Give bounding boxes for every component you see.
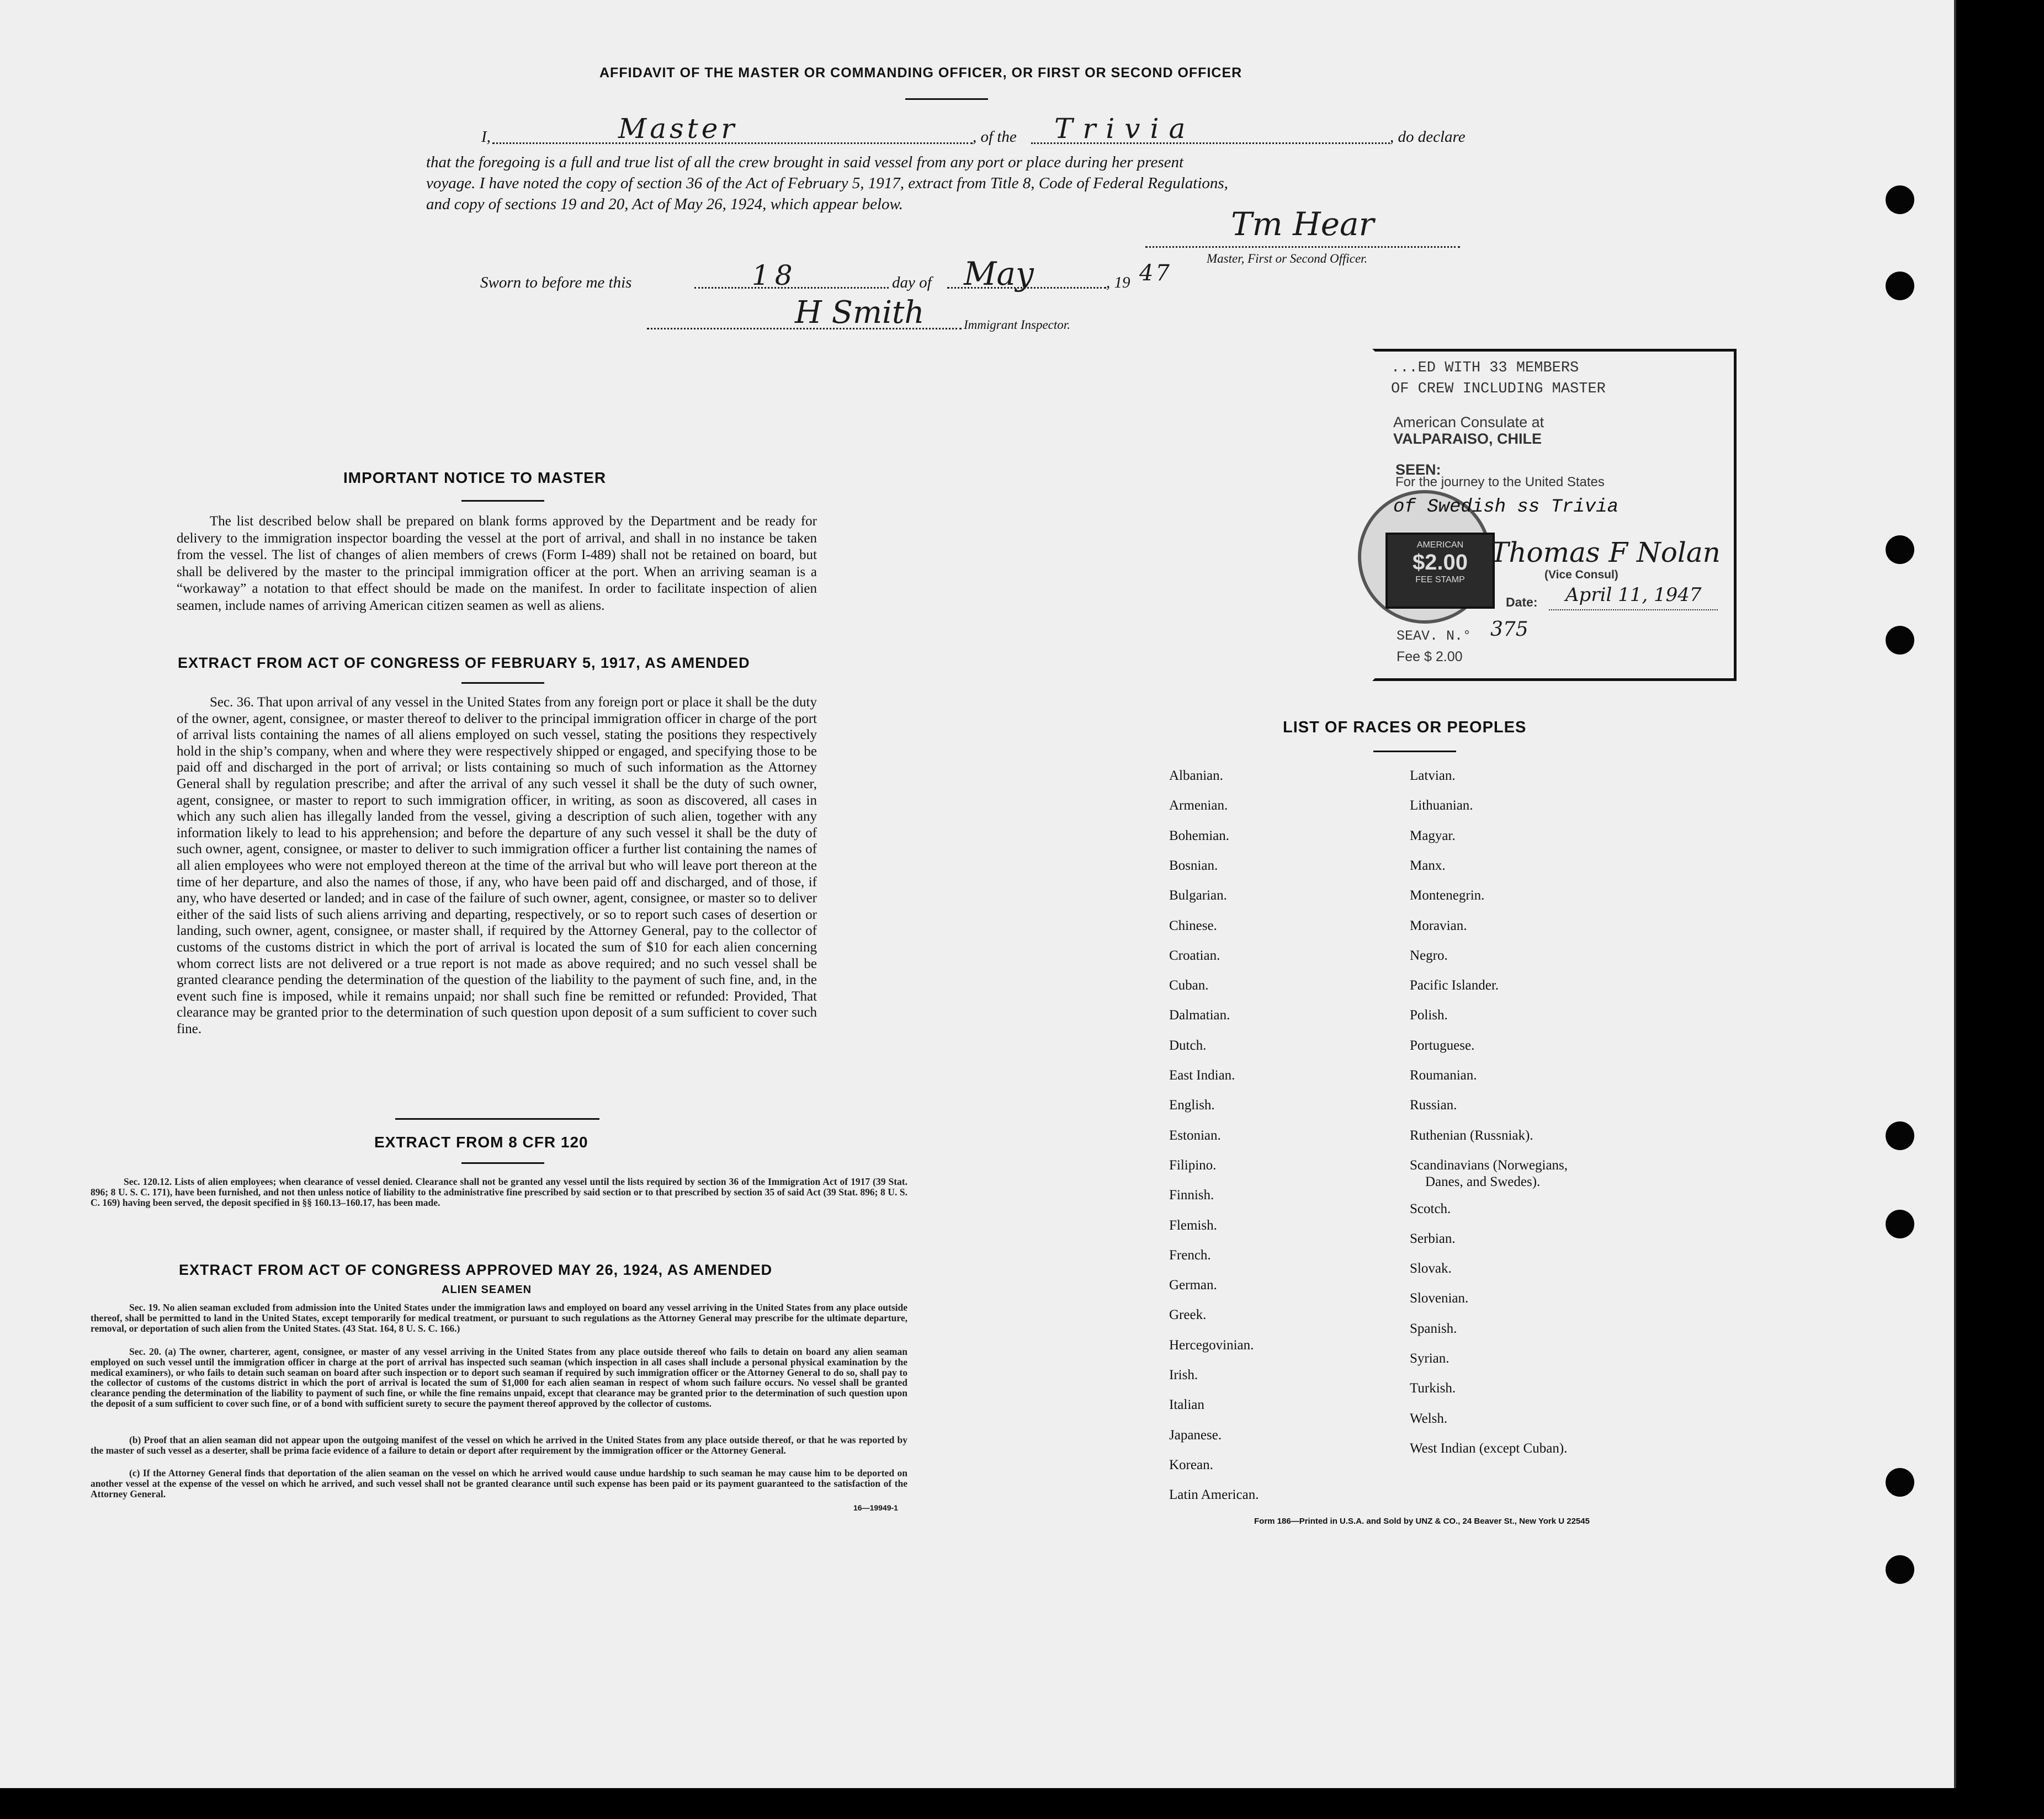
race-item: Welsh.	[1410, 1411, 1448, 1426]
binder-hole	[1886, 272, 1914, 300]
inspector-line	[647, 328, 962, 329]
stamp-line-5: SEEN:	[1395, 461, 1441, 478]
race-item: Albanian.	[1169, 768, 1223, 783]
revenue-stamp-text: AMERICAN	[1416, 540, 1464, 550]
race-item: Polish.	[1410, 1008, 1448, 1023]
extract-1924-title: EXTRACT FROM ACT OF CONGRESS APPROVED MAY 26, 1924, AS AMENDED	[179, 1262, 773, 1278]
race-item: Bohemian.	[1169, 828, 1230, 843]
sworn-month-handwritten: May	[964, 255, 1034, 292]
notice-body: The list described below shall be prepared on blank forms approved by the Department and be ready for delivery to the immigration inspector boarding the vessel at the port of arrival, and shall in no instance be taken from the vessel. The list of changes of alien members of crews (Form I-489) shall not be retained on board, but shall be delivered by the master to the principal immigration officer at the port. When an arriving seaman is a “workaway” a notation to that effect should be made on the manifest. In order to facilitate inspection of alien seamen, include names of arriving American citizen seamen as well as aliens.	[177, 514, 817, 613]
extract-1924-sec20c: (c) If the Attorney General finds that deportation of the alien seaman on the vessel on which he arrived would cause undue hardship to such seaman he may cause him to be deported on another vessel at the expense of the vessel on which he arrived, and such vessel shall not be granted clearance until such expense has been paid or its payment guaranteed to the satisfaction of the Attorney General.	[91, 1467, 907, 1499]
notice-title: IMPORTANT NOTICE TO MASTER	[343, 469, 607, 486]
race-item: English.	[1169, 1098, 1215, 1113]
race-item: West Indian (except Cuban).	[1410, 1440, 1568, 1456]
notice-divider	[461, 500, 544, 502]
race-item: East Indian.	[1169, 1068, 1235, 1083]
extract-1924-form-number: 16—19949-1	[853, 1503, 898, 1512]
stamp-line-7: of Swedish ss Trivia	[1393, 497, 1619, 518]
sworn-year-handwritten: 47	[1139, 260, 1172, 286]
race-item: Turkish.	[1410, 1381, 1456, 1396]
declare-mid: , of the	[973, 128, 1017, 146]
race-item: Greek.	[1169, 1307, 1207, 1323]
race-item: Roumanian.	[1410, 1068, 1477, 1083]
race-item: Moravian.	[1410, 918, 1467, 933]
affidavit-title: AFFIDAVIT OF THE MASTER OR COMMANDING OFFICER, OR FIRST OR SECOND OFFICER	[599, 65, 1243, 81]
race-item: Slovak.	[1410, 1261, 1452, 1277]
race-item: Dalmatian.	[1169, 1008, 1230, 1023]
binder-hole	[1886, 1121, 1914, 1150]
master-name-handwritten: Master	[618, 113, 738, 145]
race-item: Irish.	[1169, 1368, 1198, 1382]
binder-hole	[1886, 1468, 1914, 1497]
stamp-seav-value: 375	[1490, 618, 1528, 641]
races-divider	[1373, 751, 1456, 752]
race-item: French.	[1169, 1247, 1211, 1263]
extract-1924-subtitle: ALIEN SEAMEN	[442, 1284, 532, 1296]
race-item: Montenegrin.	[1410, 888, 1485, 903]
title-divider	[905, 98, 988, 100]
affidavit-text-3: voyage. I have noted the copy of section 36 of the Act of February 5, 1917, extract from Title 8, Code of Federal Regulations,	[426, 174, 1228, 192]
stamp-seav-label: SEAV. N.°	[1397, 628, 1472, 644]
inspector-signature: H Smith	[795, 295, 925, 331]
affidavit-text-2: that the foregoing is a full and true list of all the crew brought in said vessel from any port or place during her present	[426, 153, 1184, 171]
stamp-date-line	[1549, 609, 1718, 610]
sworn-prefix: Sworn to before me this	[480, 274, 632, 291]
revenue-stamp-value: $2.00	[1412, 550, 1468, 575]
binder-hole	[1886, 185, 1914, 214]
vice-consul-signature: Thomas F Nolan	[1490, 536, 1721, 568]
revenue-stamp-bottom: FEE STAMP	[1415, 575, 1465, 584]
revenue-stamp	[1385, 533, 1495, 609]
declare-suffix: , do declare	[1390, 128, 1466, 146]
extract-1924-sec20a: Sec. 20. (a) The owner, charterer, agent, consignee, or master of any vessel arriving in the United States from any place outside thereof who fails to detain on board any alien seaman employed on such vessel until the immigration officer in charge at the port of arrival has inspected such seaman (which inspection in all cases shall include a personal physical examination by the medical examiners), or who fails to detain such seaman on board after such inspection or to deport such seaman if required by such immigration officer or the Attorney General to do so, shall pay to the collector of customs of the customs district in which the port of arrival is located the sum of $1,000 for each alien seaman in respect of whom such failure occurs. No vessel shall be granted clearance pending the determination of the liability to payment of such fine, or while the fine remains unpaid, except that clearance may be granted prior to the determination of such question upon the deposit of a sum sufficient to cover such fine, or of a bond with sufficient surety to secure the payment thereof approved by the collector of customs.	[91, 1346, 907, 1409]
sworn-day-handwritten: 18	[752, 259, 798, 291]
race-item: Japanese.	[1169, 1427, 1222, 1443]
form-footer: Form 186—Printed in U.S.A. and Sold by UNZ & CO., 24 Beaver St., New York U 22545	[1254, 1517, 1590, 1526]
race-item: Flemish.	[1169, 1217, 1217, 1233]
race-item: Ruthenian (Russniak).	[1410, 1127, 1533, 1143]
race-item: Slovenian.	[1410, 1291, 1469, 1306]
sworn-mid: day of	[892, 274, 932, 291]
extract-1924-sec20b: (b) Proof that an alien seaman did not appear upon the outgoing manifest of the vessel on which he arrived in the United States from any place outside thereof, or that he was reported by the master of such vessel as a deserter, shall be prima facie evidence of a failure to detain or deport after requirement by the immigration officer or the Attorney General.	[91, 1434, 907, 1456]
binder-hole	[1886, 535, 1914, 564]
sworn-year-prefix: , 19	[1106, 274, 1130, 291]
race-item: Russian.	[1410, 1098, 1457, 1113]
race-item: Magyar.	[1410, 828, 1456, 843]
vessel-name-handwritten: Trivia	[1054, 113, 1196, 145]
race-item: Bulgarian.	[1169, 888, 1227, 903]
race-item: Spanish.	[1410, 1321, 1457, 1336]
races-title: LIST OF RACES OR PEOPLES	[1283, 719, 1527, 736]
race-item: Bosnian.	[1169, 858, 1218, 873]
stamp-line-3: American Consulate at	[1393, 414, 1544, 430]
race-item: Manx.	[1410, 858, 1446, 873]
race-item: Latin American.	[1169, 1487, 1259, 1503]
stamp-line-1: ...ED WITH 33 MEMBERS	[1391, 360, 1579, 376]
declare-prefix: I,	[481, 128, 491, 146]
race-item: Cuban.	[1169, 978, 1209, 993]
race-item: Armenian.	[1169, 798, 1228, 813]
extract-1924-sec19: Sec. 19. No alien seaman excluded from admission into the United States under the immigration laws and employed on board any vessel arriving in the United States from any place outside thereof, shall be permitted to land in the United States, except temporarily for medical treatment, or pursuant to such regulations as the Attorney General may prescribe for the ultimate departure, removal, or deportation of such alien from the United States. (43 Stat. 164, 8 U. S. C. 166.)	[91, 1302, 907, 1334]
race-item: Portuguese.	[1410, 1038, 1475, 1053]
race-item: Estonian.	[1169, 1127, 1221, 1143]
race-item: Scandinavians (Norwegians,	[1410, 1157, 1568, 1173]
race-item: Croatian.	[1169, 948, 1220, 963]
race-item: Scotch.	[1410, 1201, 1451, 1216]
race-item: Korean.	[1169, 1457, 1213, 1472]
cfr-divider-top	[395, 1118, 599, 1120]
race-item: Latvian.	[1410, 768, 1456, 783]
race-item: Chinese.	[1169, 918, 1217, 933]
race-item: Pacific Islander.	[1410, 978, 1499, 993]
extract-1917-body: Sec. 36. That upon arrival of any vessel in the United States from any foreign port or place it shall be the duty of the owner, agent, consignee, or master thereof to deliver to the principal immigration officer in charge of the port of arrival lists containing the names of all aliens employed on such vessel, stating the positions they respectively hold in the ship’s company, when and where they were respectively shipped or engaged, and specifying those to be paid off and discharged in the port of arrival; or lists containing so much of such information as the Attorney General shall by regulation prescribe; and after the arrival of any such vessel it shall be the duty of such owner, agent, consignee, or master to report to such immigration officer, in writing, as soon as discovered, all cases in which any such alien has illegally landed from the vessel, giving a description of such alien, together with any information likely to lead to his apprehension; and before the departure of any such vessel it shall be the duty of such owner, agent, consignee, or master to deliver to such immigration officer a further list containing the names of all alien employees who were not employed thereon at the time of the arrival but who will leave port thereon at the time of her departure, and also the names of those, if any, who have been paid off and discharged, and of those, if any, who have deserted or landed; and in case of the failure of such owner, agent, consignee, or master so to deliver either of the said lists of such aliens arriving and departing, respectively, or so to report such cases of desertion or landing, such owner, agent, consignee, or master shall, if required by the Attorney General, pay to the collector of customs of the customs district in which the port of arrival is located the sum of $10 for each alien concerning whom correct lists are not delivered or a true report is not made as above required; and no such vessel shall be granted clearance pending the determination of the question of the liability to the payment of such fine, and, in the event such fine is imposed, while it remains unpaid; nor shall such fine be remitted or refunded: Provided, That clearance may be granted prior to the determination of such question upon deposit of a sum sufficient to cover such fine.	[177, 695, 817, 1036]
extract-1917-divider	[461, 682, 544, 684]
binder-hole	[1886, 1555, 1914, 1584]
race-item: Lithuanian.	[1410, 798, 1473, 813]
master-signature: Tm Hear	[1231, 205, 1374, 243]
binder-hole	[1886, 626, 1914, 655]
race-item: Hercegovinian.	[1169, 1337, 1254, 1353]
stamp-vice-consul: (Vice Consul)	[1544, 568, 1618, 581]
stamp-line-2: OF CREW INCLUDING MASTER	[1391, 381, 1606, 397]
signature-line	[1145, 246, 1460, 248]
cfr-title: EXTRACT FROM 8 CFR 120	[374, 1134, 588, 1151]
race-item: Dutch.	[1169, 1038, 1207, 1053]
stamp-fee: Fee $ 2.00	[1397, 649, 1463, 664]
cfr-body: Sec. 120.12. Lists of alien employees; when clearance of vessel denied. Clearance shall not be granted any vessel until the lists required by section 36 of the Immigration Act of 1917 (39 Stat. 896; 8 U. S. C. 171), have been furnished, and not then unless notice of liability to the administrative fine prescribed by said section or to that prescribed by section 35 of said Act (39 Stat. 896; 8 U. S. C. 169) having been served, the deposit specified in §§ 160.13–160.17, has been made.	[91, 1176, 907, 1208]
race-item: Serbian.	[1410, 1231, 1456, 1246]
race-item: Italian	[1169, 1397, 1204, 1413]
race-item: German.	[1169, 1278, 1217, 1293]
stamp-line-6: For the journey to the United States	[1395, 475, 1605, 490]
race-item: Syrian.	[1410, 1351, 1450, 1366]
stamp-line-4: VALPARAISO, CHILE	[1393, 430, 1542, 447]
race-item: Finnish.	[1169, 1188, 1214, 1203]
stamp-date-label: Date:	[1506, 595, 1538, 609]
race-item: Danes, and Swedes).	[1425, 1174, 1541, 1189]
race-item: Filipino.	[1169, 1157, 1217, 1173]
affidavit-text-4: and copy of sections 19 and 20, Act of May 26, 1924, which appear below.	[426, 195, 903, 213]
stamp-date-value: April 11, 1947	[1565, 584, 1702, 606]
cfr-divider	[461, 1162, 544, 1164]
inspector-caption: Immigrant Inspector.	[964, 318, 1070, 332]
master-caption: Master, First or Second Officer.	[1207, 252, 1368, 265]
extract-1917-title: EXTRACT FROM ACT OF CONGRESS OF FEBRUARY 5, 1917, AS AMENDED	[178, 655, 750, 671]
race-item: Negro.	[1410, 948, 1448, 963]
binder-hole	[1886, 1210, 1914, 1238]
